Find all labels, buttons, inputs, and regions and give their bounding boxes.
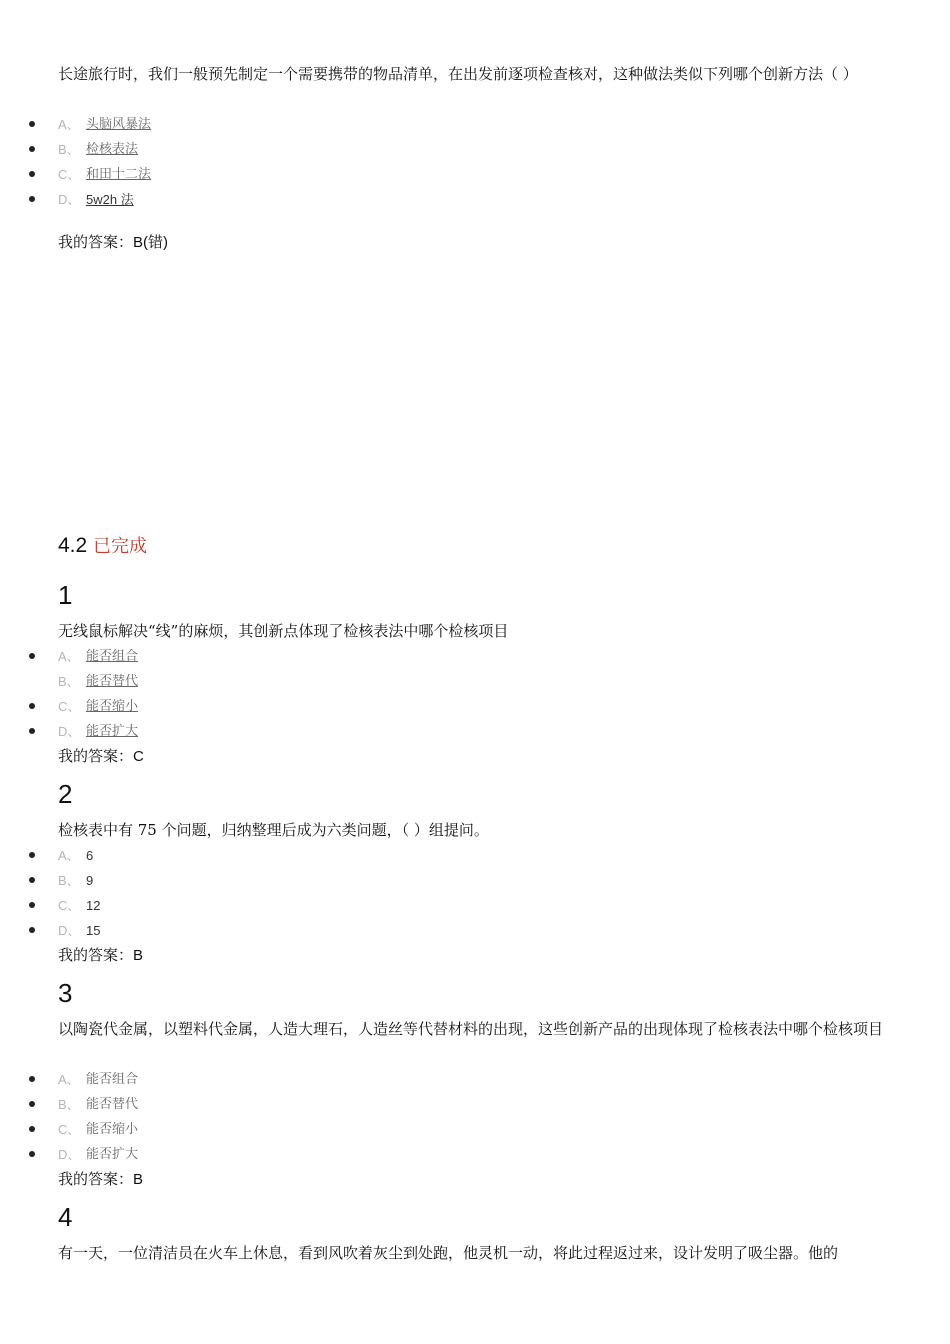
option-row[interactable] [0, 1067, 900, 1092]
option-row[interactable] [0, 669, 900, 694]
bullet-icon [29, 1076, 35, 1082]
option-link[interactable]: 能否组合 [86, 649, 139, 664]
bullet-icon [29, 703, 35, 709]
option-row[interactable] [0, 1092, 900, 1117]
option-text[interactable]: 能否替代 [86, 1097, 139, 1112]
bullet-icon [29, 1151, 35, 1157]
bullet-icon [29, 927, 35, 933]
bullet-icon [29, 121, 35, 127]
option-letter: B、 [58, 1097, 80, 1112]
answer-label: 我的答案： [58, 233, 134, 251]
answer-value: B [133, 1171, 144, 1188]
option-row[interactable] [0, 918, 900, 943]
bullet-icon [29, 171, 35, 177]
my-answer [58, 1167, 143, 1192]
option-text[interactable]: 6 [86, 848, 94, 863]
bullet-icon [29, 852, 35, 858]
answer-value: B [133, 947, 144, 964]
answer-value: C [133, 748, 144, 765]
bullet-icon [29, 196, 35, 202]
option-letter: D、 [58, 724, 81, 739]
option-letter: D、 [58, 1147, 81, 1162]
option-text[interactable]: 15 [86, 923, 101, 938]
option-row[interactable] [0, 868, 900, 893]
option-row[interactable] [0, 1117, 900, 1142]
answer-label: 我的答案： [58, 946, 134, 964]
prev-question-text: 长途旅行时，我们一般预先制定一个需要携带的物品清单，在出发前逐项检查核对，这种做法类似下列哪个创新方法（ ） [58, 65, 858, 83]
bullet-icon [29, 902, 35, 908]
option-row[interactable] [0, 1142, 900, 1167]
option-letter: C、 [58, 699, 81, 714]
option-link[interactable]: 和田十二法 [86, 167, 152, 182]
option-link[interactable]: 能否扩大 [86, 724, 139, 739]
option-text[interactable]: 9 [86, 873, 94, 888]
bullet-icon [29, 653, 35, 659]
answer-label: 我的答案： [58, 747, 134, 765]
option-row[interactable] [0, 694, 900, 719]
option-row[interactable] [0, 893, 900, 918]
bullet-icon [29, 728, 35, 734]
option-link[interactable]: 能否缩小 [86, 699, 139, 714]
question-number: 2 [58, 779, 73, 809]
answer-value: B(错) [133, 234, 169, 251]
bullet-icon [29, 1126, 35, 1132]
question-number: 4 [58, 1202, 73, 1232]
section-number: 4.2 [58, 534, 88, 557]
option-link[interactable]: 检核表法 [86, 142, 139, 157]
question-number: 1 [58, 580, 73, 610]
option-letter: B、 [58, 873, 80, 888]
option-text[interactable]: 能否组合 [86, 1072, 139, 1087]
option-row[interactable] [0, 843, 900, 868]
option-row[interactable] [0, 137, 900, 162]
option-row[interactable] [0, 644, 900, 669]
option-link[interactable]: 头脑风暴法 [86, 117, 152, 132]
option-letter: A、 [58, 649, 80, 664]
option-letter: A、 [58, 1072, 80, 1087]
my-answer [58, 744, 144, 769]
option-text[interactable]: 能否扩大 [86, 1147, 139, 1162]
question-text: 以陶瓷代金属，以塑料代金属，人造大理石，人造丝等代替材料的出现，这些创新产品的出现体现了检核表法中哪个检核项目 [58, 1020, 884, 1038]
option-text[interactable]: 12 [86, 898, 101, 913]
bullet-icon [29, 1101, 35, 1107]
option-link[interactable]: 能否替代 [86, 674, 139, 689]
question-text: 无线鼠标解决“线”的麻烦，其创新点体现了检核表法中哪个检核项目 [58, 622, 509, 640]
option-letter: D、 [58, 923, 81, 938]
bullet-icon [29, 146, 35, 152]
my-answer [58, 230, 168, 255]
option-letter: C、 [58, 898, 81, 913]
option-letter: B、 [58, 674, 80, 689]
option-letter: C、 [58, 167, 81, 182]
option-text[interactable]: 能否缩小 [86, 1122, 139, 1137]
option-row[interactable] [0, 112, 900, 137]
option-letter: D、 [58, 192, 81, 207]
option-letter: B、 [58, 142, 80, 157]
question-text: 检核表中有 75 个问题，归纳整理后成为六类问题，（ ）组提问。 [58, 821, 489, 839]
option-row[interactable] [0, 719, 900, 744]
option-letter: A、 [58, 117, 80, 132]
section-title [58, 531, 147, 562]
question-text: 有一天，一位清洁员在火车上休息，看到风吹着灰尘到处跑，他灵机一动，将此过程返过来，设计发明了吸尘器。他的 [58, 1244, 839, 1262]
answer-label: 我的答案： [58, 1170, 134, 1188]
question-number: 3 [58, 978, 73, 1008]
option-row[interactable] [0, 162, 900, 187]
option-row[interactable] [0, 187, 900, 212]
bullet-icon [29, 877, 35, 883]
section-status: 已完成 [93, 536, 148, 557]
option-letter: C、 [58, 1122, 81, 1137]
my-answer [58, 943, 143, 968]
option-letter: A、 [58, 848, 80, 863]
option-link[interactable]: 5w2h 法 [86, 192, 134, 207]
